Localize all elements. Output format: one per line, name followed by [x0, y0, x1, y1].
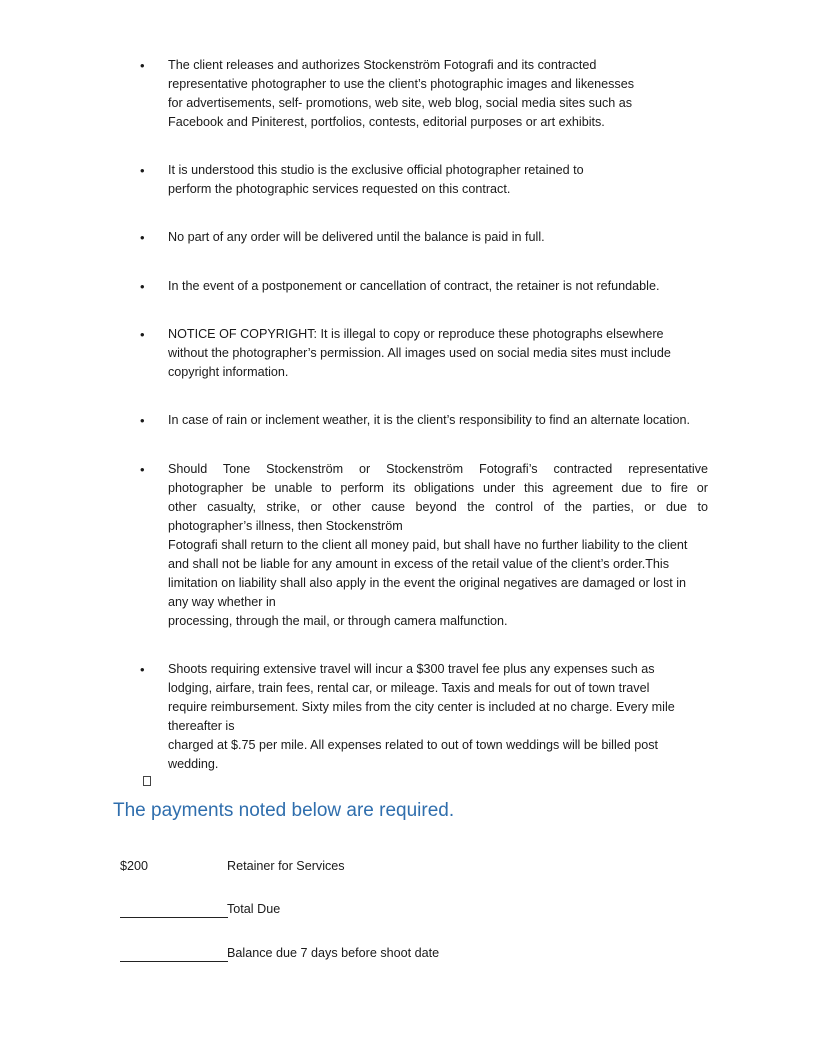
clause-line: No part of any order will be delivered until the balance is paid in full. — [168, 230, 545, 244]
clause-line: lodging, airfare, train fees, rental car, or mileage. Taxis and meals for out of town travel — [168, 681, 650, 695]
clause-line: processing, through the mail, or through camera malfunction. — [168, 614, 508, 628]
clause-line: NOTICE OF COPYRIGHT: It is illegal to copy or reproduce these photographs elsewhere — [168, 327, 664, 341]
payment-row-retainer — [120, 859, 480, 879]
clause-line: It is understood this studio is the exclusive official photographer retained to — [168, 163, 584, 177]
bullet: • — [140, 230, 145, 245]
bullet: • — [140, 413, 145, 428]
clause-line: any way whether in — [168, 595, 276, 609]
bullet: • — [140, 462, 145, 477]
clause-line: photographer’s illness, then Stockenström — [168, 519, 403, 533]
payment-row-balance-due — [120, 946, 480, 966]
payment-label: Total Due — [227, 902, 281, 916]
payment-amount: $200 — [120, 859, 149, 873]
clause-line: limitation on liability shall also apply in the event the original negatives are damaged or lost in — [168, 576, 687, 590]
clause-line: for advertisements, self- promotions, web site, web blog, social media sites such as — [168, 96, 633, 110]
clause-line: The client releases and authorizes Stockenström Fotografi and its contracted — [168, 58, 597, 72]
payments-heading: The payments noted below are required. — [113, 800, 455, 821]
clause-line: without the photographer’s permission. All images used on social media sites must include — [168, 346, 671, 360]
missing-glyph-box — [143, 776, 151, 786]
clause-line: and shall not be liable for any amount in excess of the retail value of the client’s order.This — [168, 557, 670, 571]
clause-line: copyright information. — [168, 365, 289, 379]
payment-amount-blank-line — [120, 961, 228, 962]
payment-label: Retainer for Services — [227, 859, 345, 873]
clause-line: representative photographer to use the client’s photographic images and likenesses — [168, 77, 635, 91]
payment-row-total-due — [120, 902, 480, 922]
clause-line: charged at $.75 per mile. All expenses related to out of town weddings will be billed post — [168, 738, 659, 752]
payment-label: Balance due 7 days before shoot date — [227, 946, 440, 960]
payment-amount-blank-line — [120, 917, 228, 918]
bullet: • — [140, 662, 145, 677]
bullet: • — [140, 58, 145, 73]
clause-line: In case of rain or inclement weather, it is the client’s responsibility to find an alternate location. — [168, 413, 690, 427]
clause-line: perform the photographic services requested on this contract. — [168, 182, 511, 196]
bullet: • — [140, 163, 145, 178]
clause-line: Fotografi shall return to the client all money paid, but shall have no further liability to the client — [168, 538, 688, 552]
clause-line: other casualty, strike, or other cause beyond the control of the parties, or due to — [168, 500, 708, 514]
clause-line: wedding. — [168, 757, 219, 771]
clause-line: Should Tone Stockenström or Stockenström Fotografi’s contracted representative — [168, 462, 708, 476]
clause-line: In the event of a postponement or cancellation of contract, the retainer is not refundable. — [168, 279, 660, 293]
clause-line: thereafter is — [168, 719, 235, 733]
clause-line: Shoots requiring extensive travel will incur a $300 travel fee plus any expenses such as — [168, 662, 655, 676]
bullet: • — [140, 279, 145, 294]
bullet: • — [140, 327, 145, 342]
clause-line: photographer be unable to perform its obligations under this agreement due to fire or — [168, 481, 708, 495]
clause-line: Facebook and Piniterest, portfolios, contests, editorial purposes or art exhibits. — [168, 115, 605, 129]
clause-line: require reimbursement. Sixty miles from the city center is included at no charge. Every mile — [168, 700, 675, 714]
